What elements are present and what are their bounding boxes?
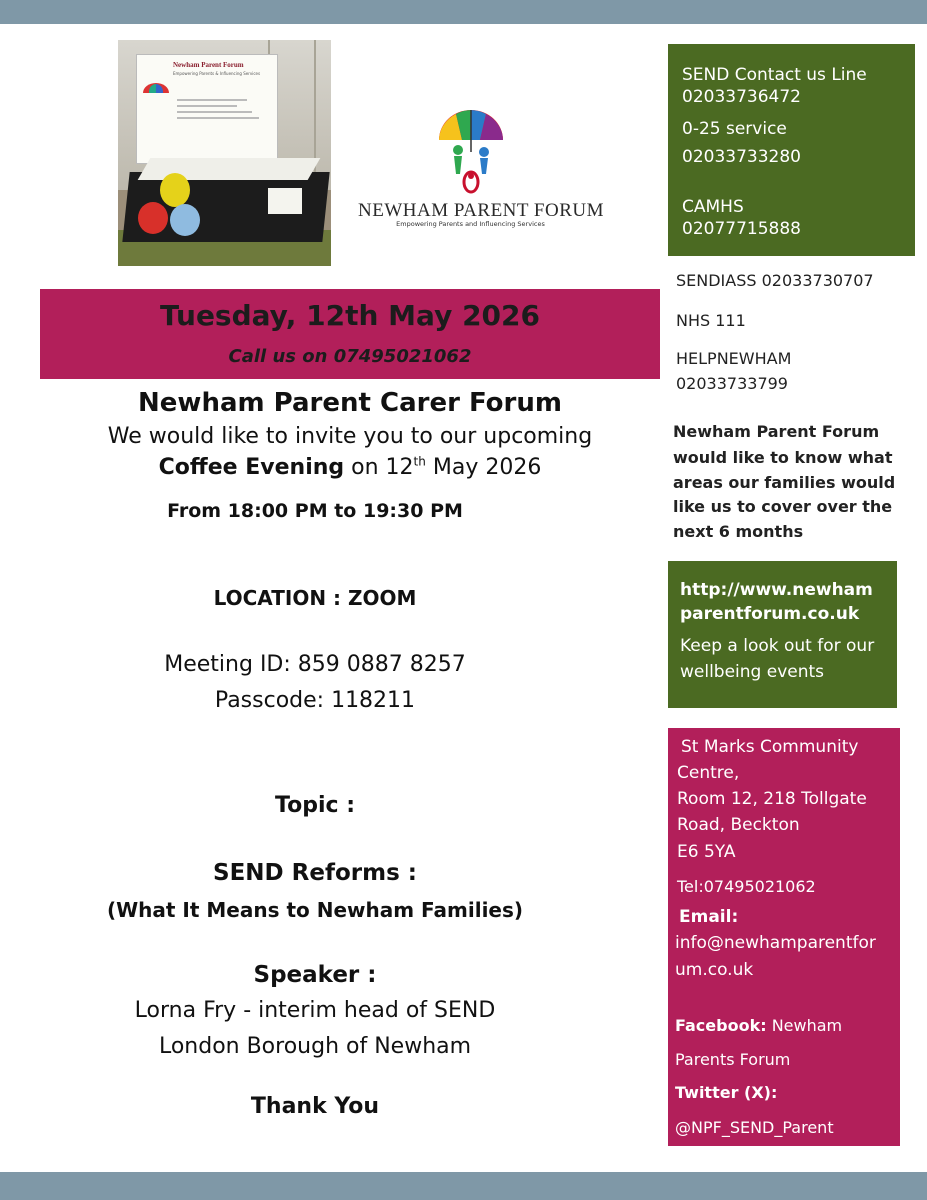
address-line: Road, Beckton [677, 815, 800, 835]
banner-text-lines [177, 99, 267, 123]
camhs-label: CAMHS [682, 197, 744, 217]
coffee-evening-label: Coffee Evening [158, 455, 345, 480]
topic-subtitle: (What It Means to Newham Families) [106, 898, 524, 922]
banner-title: Newham Parent Forum [173, 61, 244, 69]
coffee-date-suffix: th [413, 454, 426, 469]
wellbeing-note: wellbeing events [680, 662, 825, 682]
stall-photo [118, 40, 331, 266]
umbrella-icon [141, 81, 171, 101]
topic-label: Topic : [275, 793, 355, 818]
helpnewham-number: 02033733799 [676, 374, 788, 393]
speaker-label: Speaker : [253, 962, 377, 988]
email-address[interactable]: um.co.uk [675, 960, 754, 980]
forum-banner [136, 54, 278, 164]
coffee-date-on: on 12 [344, 455, 414, 480]
coffee-evening-line [40, 455, 660, 480]
service-label: 0-25 service [682, 119, 787, 139]
wellbeing-note: Keep a look out for our [680, 636, 875, 656]
red-balloon [138, 202, 168, 234]
yellow-balloon [160, 173, 190, 207]
meeting-id: Meeting ID: 859 0887 8257 [164, 652, 466, 677]
logo-name: NEWHAM PARENT FORUM [358, 200, 604, 221]
send-line-number: 02033736472 [682, 87, 801, 107]
speaker-organisation: London Borough of Newham [158, 1034, 472, 1059]
invite-text: We would like to invite you to our upcoming [107, 424, 593, 449]
facebook-label: Facebook: [675, 1016, 767, 1035]
blue-balloon [170, 204, 200, 236]
meeting-passcode: Passcode: 118211 [214, 688, 416, 713]
thank-you: Thank You [250, 1094, 380, 1119]
call-us-line: Call us on 07495021062 [228, 346, 472, 367]
website-box [668, 561, 897, 708]
forum-title: Newham Parent Carer Forum [138, 388, 562, 418]
survey-line: like us to cover over the [673, 497, 893, 516]
contact-lines-box [668, 44, 915, 256]
bottom-border [0, 1172, 927, 1200]
survey-line: Newham Parent Forum [673, 422, 880, 441]
sendiass-contact: SENDIASS 02033730707 [676, 271, 874, 290]
event-location: LOCATION : ZOOM [213, 586, 417, 610]
topic-title: SEND Reforms : [213, 860, 417, 886]
camhs-number: 02077715888 [682, 219, 801, 239]
address-line: Room 12, 218 Tollgate [677, 789, 867, 809]
send-line-label: SEND Contact us Line [682, 65, 867, 85]
address-line: St Marks Community [681, 737, 859, 757]
event-time: From 18:00 PM to 19:30 PM [167, 500, 463, 522]
table-sign [268, 188, 302, 214]
email-label: Email: [679, 907, 739, 927]
facebook-value[interactable]: Newham [766, 1016, 843, 1035]
forum-logo [358, 102, 604, 232]
facebook-value[interactable]: Parents Forum [675, 1050, 791, 1069]
address-line: Centre, [677, 763, 740, 783]
website-url-part1[interactable]: http://www.newham [680, 580, 873, 600]
postcode: E6 5YA [677, 842, 736, 862]
survey-line: would like to know what [673, 448, 893, 467]
umbrella-logo-icon [436, 106, 506, 198]
top-border [0, 0, 927, 24]
helpnewham-label: HELPNEWHAM [676, 349, 792, 368]
event-date-title: Tuesday, 12th May 2026 [159, 299, 540, 332]
website-url-part2[interactable]: parentforum.co.uk [680, 604, 860, 624]
survey-line: next 6 months [673, 522, 804, 541]
service-number: 02033733280 [682, 147, 801, 167]
facebook-line [675, 1016, 842, 1035]
logo-tagline: Empowering Parents and Influencing Services [396, 220, 545, 228]
telephone: Tel:07495021062 [677, 877, 816, 896]
date-banner [40, 289, 660, 379]
survey-line: areas our families would [673, 473, 896, 492]
banner-subtitle: Empowering Parents & Influencing Services [173, 71, 261, 76]
email-address[interactable]: info@newhamparentfor [675, 933, 876, 953]
twitter-handle[interactable]: @NPF_SEND_Parent [675, 1118, 834, 1137]
address-contact-box [668, 728, 900, 1146]
twitter-label: Twitter (X): [675, 1083, 778, 1102]
nhs-contact: NHS 111 [676, 311, 746, 330]
speaker-name: Lorna Fry - interim head of SEND [134, 998, 496, 1023]
coffee-date-rest: May 2026 [425, 455, 542, 480]
